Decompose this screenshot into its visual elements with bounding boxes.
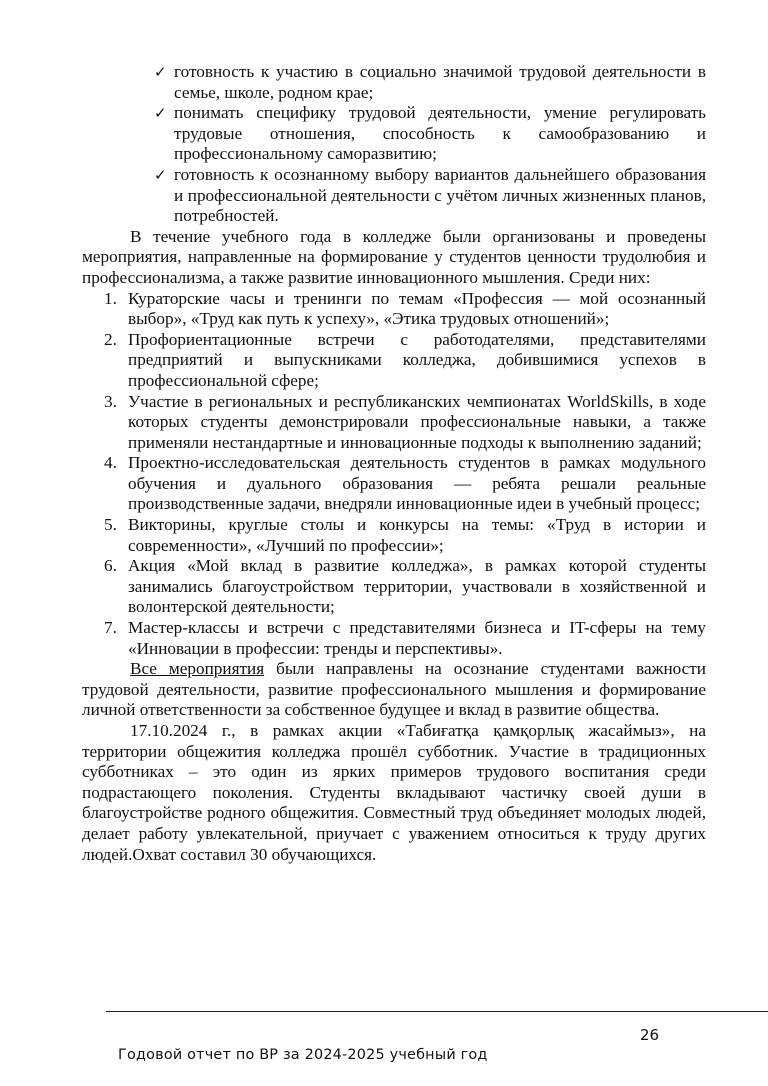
checklist-item-text: готовность к осознанному выбору вариантов дальнейшего образования и профессиональной деятельности с учётом личных жизненных планов, потребностей. (174, 164, 706, 226)
check-icon: ✓ (154, 104, 167, 123)
checklist-item (130, 165, 706, 227)
list-item-number: 6. (104, 556, 117, 576)
list-item-text: Викторины, круглые столы и конкурсы на темы: «Труд в истории и современности», «Лучший по профессии»; (128, 515, 706, 555)
summary-paragraph (82, 659, 706, 721)
page-content (82, 62, 706, 865)
list-item-text: Акция «Мой вклад в развитие колледжа», в рамках которой студенты занимались благоустройством территории, участвовали в хозяйственной и волонтерской деятельности; (128, 556, 706, 617)
list-item-text: Профориентационные встречи с работодателями, представителями предприятий и выпускниками колледжа, добившимися успехов в профессиональной сфере; (128, 329, 706, 390)
events-list (82, 289, 706, 660)
list-item-number: 5. (104, 515, 117, 535)
list-item (104, 391, 706, 454)
list-item-number: 2. (104, 329, 117, 349)
list-item-text: Мастер-классы и встречи с представителями бизнеса и IT-сферы на тему «Инновации в профессии: тренды и перспективы». (128, 618, 706, 658)
checklist-item-text: готовность к участию в социально значимой трудовой деятельности в семье, школе, родном крае; (174, 62, 706, 102)
list-item (104, 329, 706, 392)
footer-divider (106, 1011, 768, 1012)
list-item-number: 7. (104, 618, 117, 638)
summary-text: были направлены на осознание студентами важности трудовой деятельности, развитие профессионального мышления и формирование личной ответственности за собственное будущее и вклад в развитие общества. (82, 659, 706, 720)
list-item-number: 1. (104, 288, 117, 308)
list-item (104, 515, 706, 556)
list-item-text: Проектно-исследовательская деятельность студентов в рамках модульного обучения и дуального образования — ребята решали реальные производственные задачи, внедряли инновационные идеи в учебный процесс; (128, 453, 706, 514)
checklist-item (130, 62, 706, 103)
checklist-item (130, 103, 706, 165)
list-item-text: Участие в региональных и республиканских чемпионатах WorldSkills, в ходе которых студенты демонстрировали профессиональные навыки, а также применяли нестандартные и инновационные подходы к выполнению заданий; (128, 391, 706, 452)
check-icon: ✓ (154, 165, 167, 184)
intro-paragraph: В течение учебного года в колледже были организованы и проведены мероприятия, направленные на формирование у студентов ценности трудолюбия и профессионализма, а также развитие инновационного мышления. Среди них: (82, 226, 706, 287)
list-item (104, 556, 706, 618)
list-item (104, 618, 706, 659)
list-item (104, 288, 706, 330)
page-number: 26 (640, 1026, 660, 1044)
footer-title: Годовой отчет по ВР за 2024-2025 учебный год (118, 1047, 488, 1063)
list-item-text: Кураторские часы и тренинги по темам «Профессия — мой осознанный выбор», «Труд как путь к успеху», «Этика трудовых отношений»; (128, 288, 706, 329)
list-item-number: 4. (104, 453, 117, 473)
underlined-phrase: Все мероприятия (130, 659, 265, 679)
list-item-number: 3. (104, 391, 117, 411)
checklist (82, 62, 706, 227)
check-icon: ✓ (154, 63, 167, 81)
subbotnik-paragraph: 17.10.2024 г., в рамках акции «Табиғатқа қамқорлық жасаймыз», на территории общежития колледжа прошёл субботник. Участие в традиционных субботниках – это один из ярких примеров трудового воспитания среди подрастающего поколения. Студенты вкладывают частичку своей души в благоустройстве родного общежития. Совместный труд объединяет молодых людей, делает работу увлекательной, приучает с уважением относиться к труду других людей.Охват составил 30 обучающихся. (82, 721, 706, 864)
checklist-item-text: понимать специфику трудовой деятельности, умение регулировать трудовые отношения, способность к самообразованию и профессиональному саморазвитию; (174, 103, 706, 164)
list-item (104, 453, 706, 515)
